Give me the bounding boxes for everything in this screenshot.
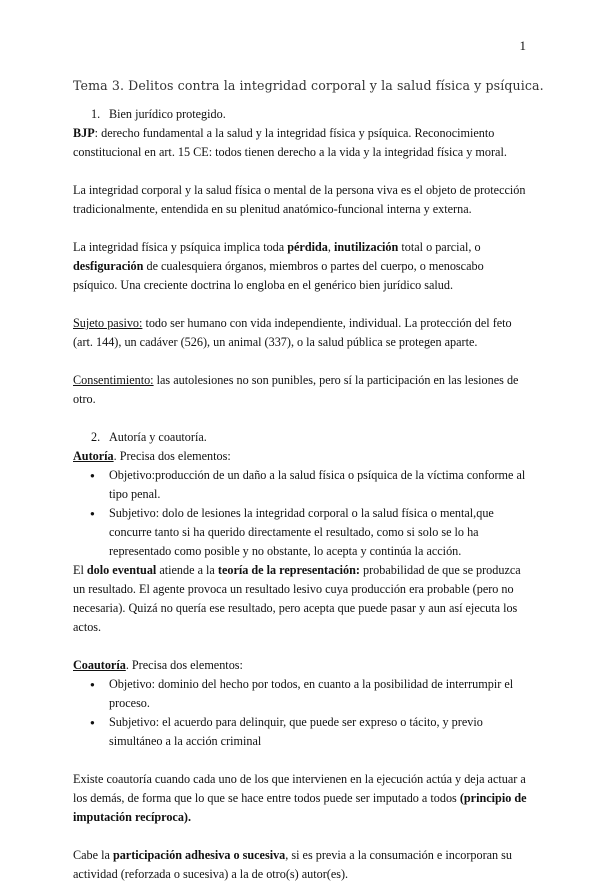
section-number: 2. xyxy=(91,430,101,444)
coautoria-label: Coautoría xyxy=(73,658,126,672)
text-fragment: Existe coautoría cuando cada uno de los que intervienen en la ejecución actúa y deja actuar a los demás, de forma que lo que se hace entre todos puede ser imputado a todos xyxy=(73,772,526,805)
coautoria-paragraph xyxy=(73,656,528,675)
dolo-eventual-paragraph xyxy=(73,561,528,637)
text-fragment: , xyxy=(327,240,334,254)
section-heading-text: Autoría y coautoría. xyxy=(109,430,207,444)
term-perdida: pérdida xyxy=(287,240,328,254)
sujeto-pasivo-label: Sujeto pasivo: xyxy=(73,316,143,330)
text-fragment: , si es previa a la consumación e incorporan su actividad (reforzada o sucesiva) a la de otro(s) autor(es). xyxy=(73,848,513,881)
list-item: ● Objetivo: dominio del hecho por todos, en cuanto a la posibilidad de interrumpir el proceso. xyxy=(73,675,528,713)
text-fragment: Cabe la xyxy=(73,848,113,862)
consentimiento-paragraph xyxy=(73,371,528,409)
list-item: ● Objetivo:producción de un daño a la salud física o psíquica de la víctima conforme al tipo penal. xyxy=(73,466,528,504)
coautoria-list xyxy=(73,675,528,751)
coautoria-text: . Precisa dos elementos: xyxy=(125,658,243,672)
sujeto-pasivo-text: todo ser humano con vida independiente, individual. La protección del feto (art. 144), un cadáver (526), un animal (337), o la salud pública se protegen aparte. xyxy=(73,316,512,349)
consentimiento-text: las autolesiones no son punibles, pero sí la participación en las lesiones de otro. xyxy=(73,373,519,406)
section-number: 1. xyxy=(91,107,101,121)
term-desfiguracion: desfiguración xyxy=(73,259,144,273)
text-fragment: probabilidad de que se produzca un resultado. El agente provoca un resultado lesivo cuya producción era probable (pero no necesaria). Quizá no quería ese resultado, pero acepta que puede pasar y aun así ejecuta los actos. xyxy=(73,563,521,634)
existe-coautoria-paragraph xyxy=(73,770,528,827)
term-dolo-eventual: dolo eventual xyxy=(86,563,157,577)
section-heading-autoria xyxy=(73,428,528,447)
autoria-paragraph xyxy=(73,447,528,466)
document-body xyxy=(73,105,528,884)
page-number: 1 xyxy=(519,38,526,53)
term-participacion-adhesiva: participación adhesiva o sucesiva xyxy=(112,848,286,862)
bjp-paragraph xyxy=(73,124,528,162)
autoria-text: . Precisa dos elementos: xyxy=(113,449,231,463)
section-heading-bien-juridico xyxy=(73,105,528,124)
integridad-fisica-paragraph xyxy=(73,238,528,295)
sujeto-pasivo-paragraph xyxy=(73,314,528,352)
list-item: ● Subjetivo: dolo de lesiones la integridad corporal o la salud física o mental,que concurre tanto si ha querido directamente el resultado, como si solo se lo ha representado como posible y no obstante, lo acepta y continúa la acción. xyxy=(73,504,528,561)
term-teoria-representacion: teoría de la representación: xyxy=(217,563,360,577)
integridad-paragraph: La integridad corporal y la salud física o mental de la persona viva es el objeto de protección tradicionalmente, entendida en su plenitud anatómico-funcional interna y externa. xyxy=(73,183,526,216)
autoria-label: Autoría xyxy=(73,449,114,463)
section-heading-text: Bien jurídico protegido. xyxy=(109,107,226,121)
autoria-list xyxy=(73,466,528,561)
text-fragment: atiende a la xyxy=(156,563,218,577)
consentimiento-label: Consentimiento: xyxy=(73,373,154,387)
text-fragment: de cualesquiera órganos, miembros o partes del cuerpo, o menoscabo psíquico. Una creciente doctrina lo engloba en el genérico bien jurídico salud. xyxy=(73,259,484,292)
list-item: ● Subjetivo: el acuerdo para delinquir, que puede ser expreso o tácito, y previo simultáneo a la acción criminal xyxy=(73,713,528,751)
text-fragment: El xyxy=(73,563,87,577)
text-fragment: total o parcial, o xyxy=(398,240,481,254)
document-title: Tema 3. Delitos contra la integridad corporal y la salud física y psíquica. xyxy=(73,78,544,93)
text-fragment: La integridad física y psíquica implica toda xyxy=(73,240,288,254)
participacion-paragraph xyxy=(73,846,528,884)
term-inutilizacion: inutilización xyxy=(333,240,399,254)
bjp-text: : derecho fundamental a la salud y la integridad física y psíquica. Reconocimiento constitucional en art. 15 CE: todos tienen derecho a la vida y la integridad física y moral. xyxy=(73,126,507,159)
term-principio-imputacion: (principio de imputación recíproca). xyxy=(73,791,527,824)
bjp-label: BJP xyxy=(73,126,95,140)
